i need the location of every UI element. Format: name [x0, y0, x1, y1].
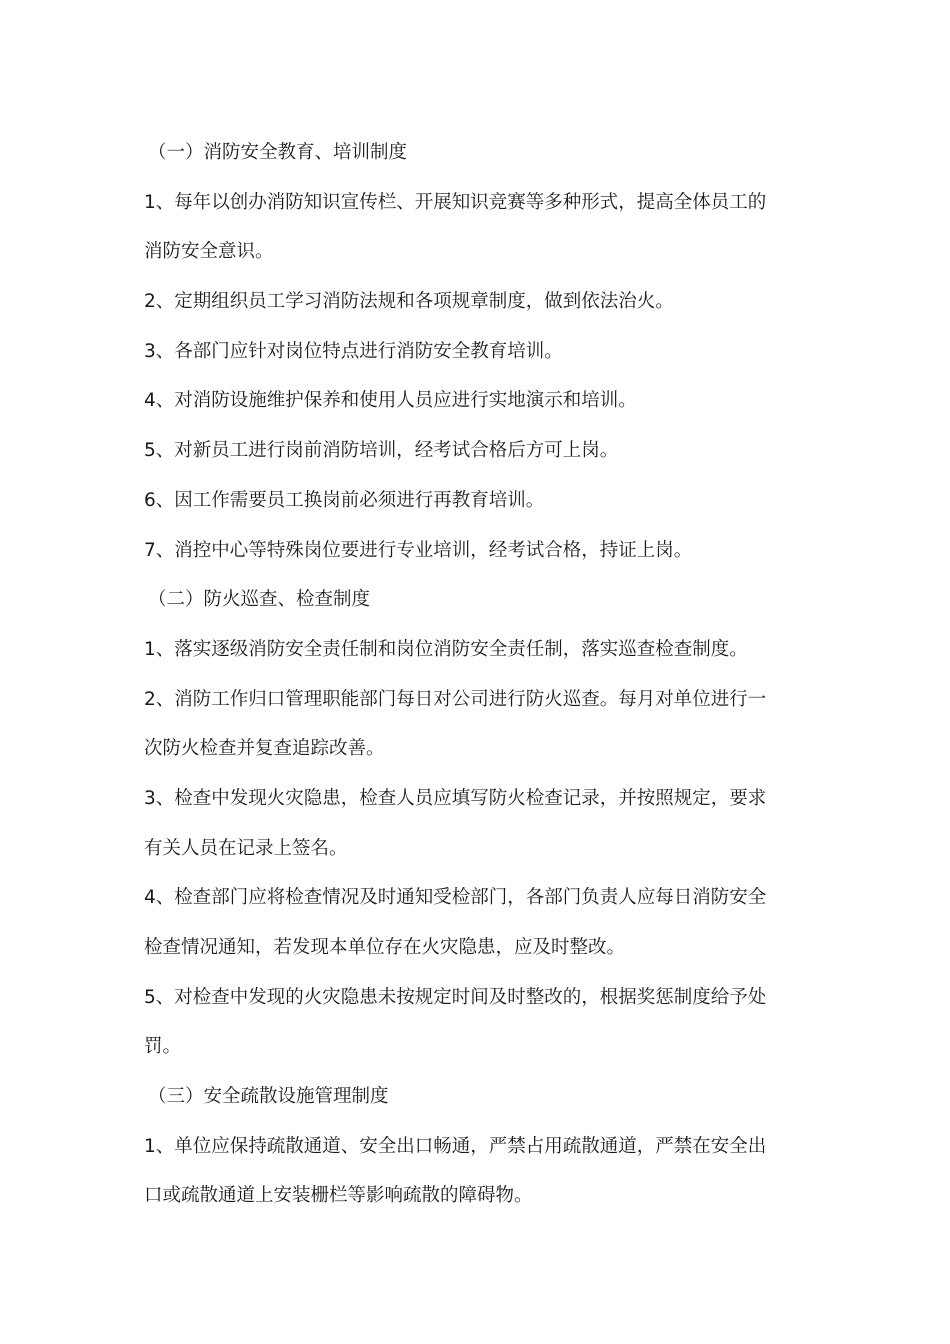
paragraph-line: 3、各部门应针对岗位特点进行消防安全教育培训。 — [144, 340, 563, 362]
section-heading-3: （三）安全疏散设施管理制度 — [148, 1086, 389, 1108]
section-heading-1: （一）消防安全教育、培训制度 — [148, 142, 408, 163]
paragraph-line: 1、单位应保持疏散通道、安全出口畅通，严禁占用疏散通道，严禁在安全出 — [144, 1135, 767, 1157]
paragraph-line: 4、对消防设施维护保养和使用人员应进行实地演示和培训。 — [144, 390, 637, 412]
paragraph-line: 罚。 — [144, 1036, 182, 1058]
paragraph-line: 4、检查部门应将检查情况及时通知受检部门，各部门负责人应每日消防安全 — [144, 887, 767, 909]
paragraph-line: 检查情况通知，若发现本单位存在火灾隐患，应及时整改。 — [144, 937, 626, 958]
paragraph-line: 2、定期组织员工学习消防法规和各项规章制度，做到依法治火。 — [144, 291, 674, 313]
section-heading-2: （二）防火巡查、检查制度 — [148, 589, 371, 611]
paragraph-line: 消防安全意识。 — [144, 241, 274, 263]
paragraph-line: 7、消控中心等特殊岗位要进行专业培训，经考试合格，持证上岗。 — [144, 539, 693, 561]
paragraph-line: 有关人员在记录上签名。 — [144, 837, 348, 859]
paragraph-line: 口或疏散通道上安装栅栏等影响疏散的障碍物。 — [144, 1185, 533, 1207]
paragraph-line: 5、对检查中发现的火灾隐患未按规定时间及时整改的，根据奖惩制度给予处 — [144, 986, 767, 1008]
paragraph-line: 次防火检查并复查追踪改善。 — [144, 738, 385, 760]
paragraph-line: 5、对新员工进行岗前消防培训，经考试合格后方可上岗。 — [144, 440, 619, 462]
paragraph-line: 3、检查中发现火灾隐患，检查人员应填写防火检查记录，并按照规定，要求 — [144, 787, 767, 809]
paragraph-line: 1、落实逐级消防安全责任制和岗位消防安全责任制，落实巡查检查制度。 — [144, 638, 748, 660]
paragraph-line: 6、因工作需要员工换岗前必须进行再教育培训。 — [144, 489, 545, 511]
paragraph-line: 2、消防工作归口管理职能部门每日对公司进行防火巡查。每月对单位进行一 — [144, 688, 767, 710]
paragraph-line: 1、每年以创办消防知识宣传栏、开展知识竞赛等多种形式，提高全体员工的 — [144, 191, 767, 213]
document-body — [144, 128, 808, 1221]
